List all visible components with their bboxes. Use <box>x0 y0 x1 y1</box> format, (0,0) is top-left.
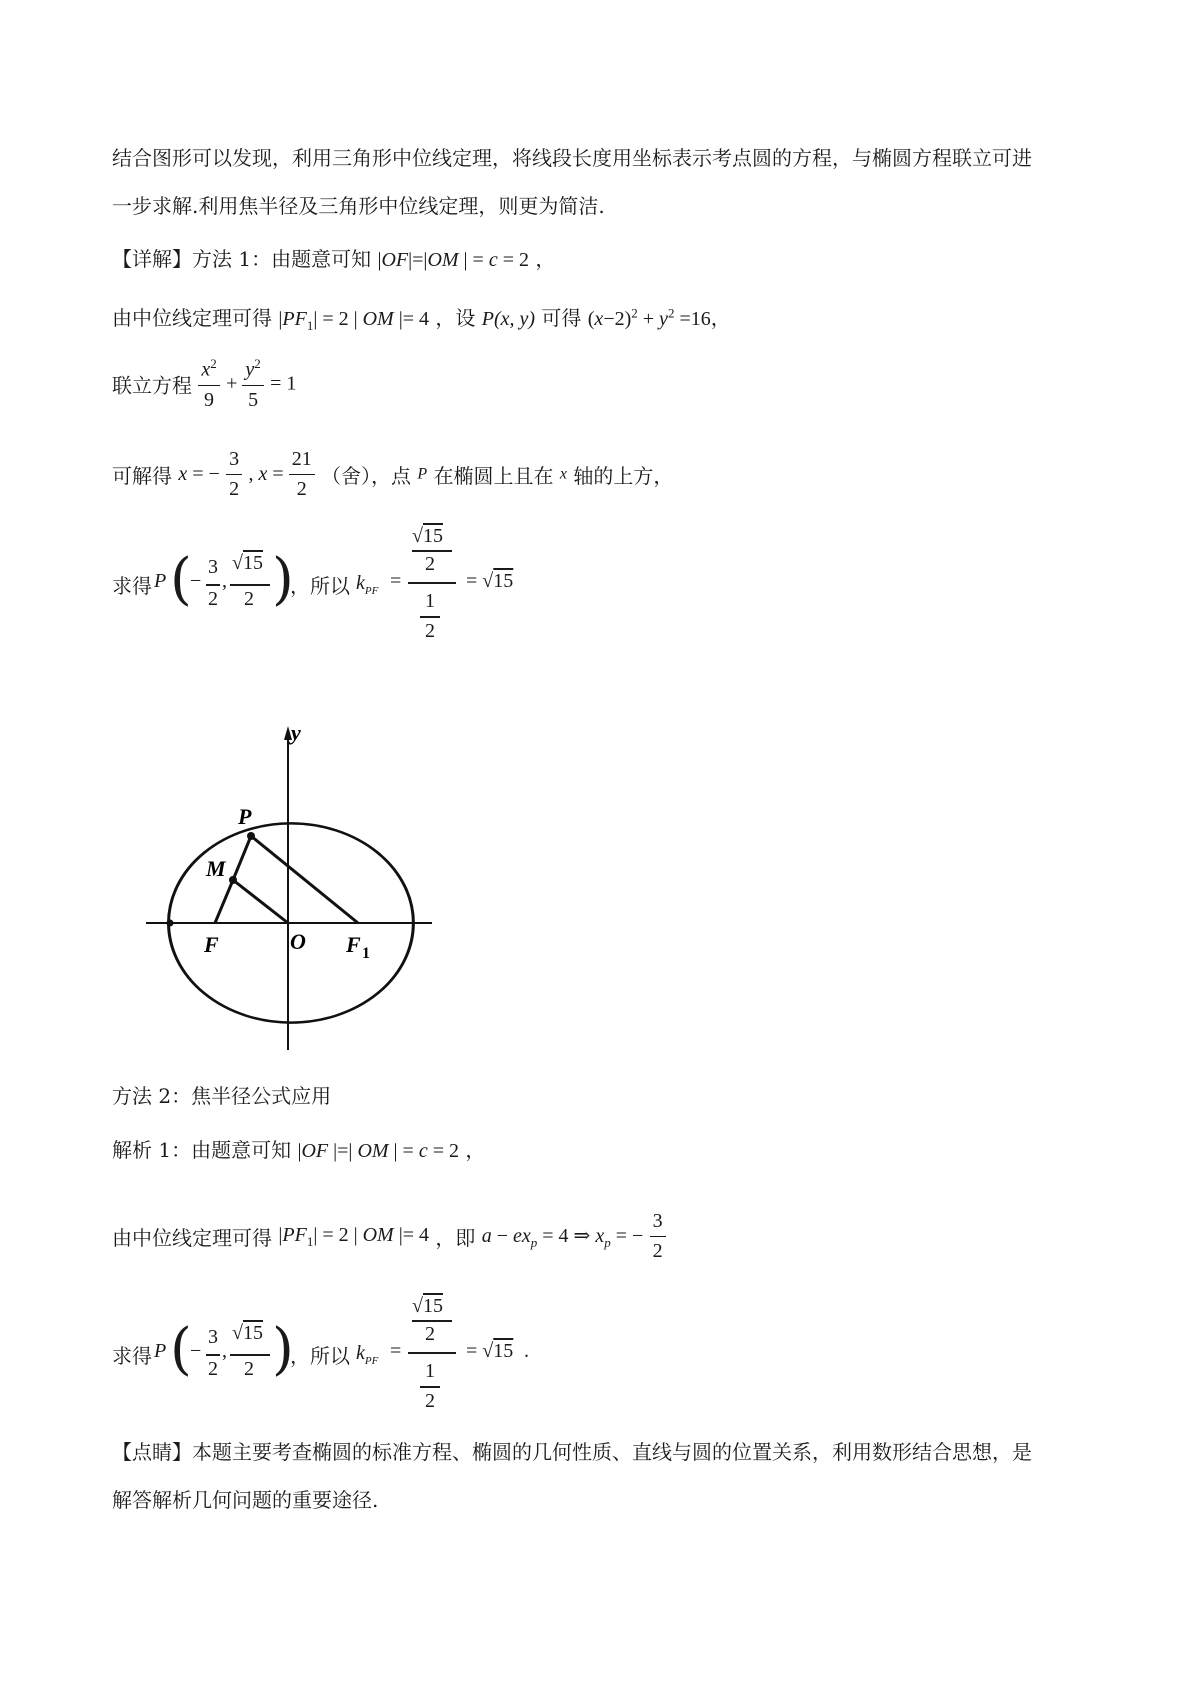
label-o: O <box>290 929 306 954</box>
segment-mp <box>233 836 251 880</box>
line2-mid-2: ，即 <box>435 1226 476 1250</box>
point-p-dot <box>247 832 255 840</box>
point-p-coord: P(x, y) <box>481 308 536 330</box>
line3-mid-2: ，所以 <box>290 1344 350 1368</box>
method2-heading: 方法 2：焦半径公式应用 <box>112 1084 332 1108</box>
comma: ， <box>535 247 556 271</box>
line2-mid: ，设 <box>435 306 476 330</box>
method2-line-3: 求得 P ( − 3 2 , √15 2 ) ，所以 $k_{PF}$ = √15 2 1 2 = √15 . <box>112 1295 529 1412</box>
line5-mid: ，所以 <box>290 574 350 598</box>
line4-suffix-3: 轴的上方， <box>573 464 674 488</box>
label-m: M <box>206 856 226 881</box>
line2-prefix-2: 由中位线定理可得 <box>112 1226 272 1250</box>
segment-pf1 <box>251 836 358 923</box>
method1-line-3: 联立方程 $\frac{x^2}{9}$ + $\frac{y^2}{5}$ = 1 <box>112 356 297 411</box>
five: 5 <box>248 388 259 411</box>
y-axis-label: y <box>291 720 301 745</box>
line5-prefix: 求得 <box>112 574 152 598</box>
method1-line-5: 求得 P ( − 3 2 , √15 2 ) ，所以 $k_{PF}$ = √15 2 1 2 = √15 <box>112 525 514 642</box>
analysis-prefix: 解析 1：由题意可知 <box>112 1138 292 1162</box>
line4-x: x <box>559 465 568 483</box>
method2-line-2: 由中位线定理可得 $|PF_1| = 2$ | OM |= 4 ，即 $a - ex_p = 4$ ⇒ $x_p$ = − $\frac{3}{2}$ <box>112 1210 666 1263</box>
line4-prefix: 可解得 <box>112 464 172 488</box>
line2-prefix: 由中位线定理可得 <box>112 306 272 330</box>
comma-2: ， <box>465 1138 486 1162</box>
method2-line-1: 解析 1：由题意可知 |OF |=| OM | = c = 2 ， <box>112 1138 486 1162</box>
segment-mo <box>233 880 288 923</box>
method1-heading: 【详解】方法 1：由题意可知 <box>112 247 372 271</box>
line3-prefix-2: 求得 <box>112 1344 152 1368</box>
label-f1-subscript: 1 <box>362 945 370 962</box>
line4-suffix-2: 在椭圆上且在 <box>433 464 554 488</box>
period: . <box>524 1340 529 1362</box>
ellipse-figure <box>140 720 480 1055</box>
line3-prefix: 联立方程 <box>112 373 192 398</box>
label-p: P <box>238 804 252 829</box>
comment-line-1: 【点睛】本题主要考查椭圆的标准方程、椭圆的几何性质、直线与圆的位置关系，利用数形结合思想，是 <box>112 1440 1032 1464</box>
segment-fm <box>215 880 233 923</box>
label-f: F <box>204 932 219 957</box>
nine: 9 <box>204 388 215 411</box>
intro-line-2: 一步求解.利用焦半径及三角形中位线定理，则更为简洁. <box>112 194 605 218</box>
left-vertex-point <box>167 920 174 927</box>
line4-suffix-1: （舍），点 <box>321 464 412 488</box>
point-m-dot <box>229 876 237 884</box>
intro-line-1: 结合图形可以发现，利用三角形中位线定理，将线段长度用坐标表示考点圆的方程，与椭圆方程联立可进 <box>112 146 1032 170</box>
line4-p: P <box>417 465 428 483</box>
twentyone: 21 <box>289 448 315 475</box>
line2-get: 可得 <box>541 306 582 330</box>
comment-line-2: 解答解析几何问题的重要途径. <box>112 1488 379 1512</box>
method1-line-2: 由中位线定理可得 $|PF_1| = 2$ | OM |= 4 ，设 P(x, y) 可得 $(x-2)^2 + y^2 =16$， <box>112 305 731 333</box>
label-f1: F <box>346 932 361 957</box>
method1-line-4: 可解得 x = − $\frac{3}{2}$ , x = $\frac{21}{2}$ （舍），点 P 在椭圆上且在 x 轴的上方， <box>112 448 674 500</box>
method1-line-1: 【详解】方法 1：由题意可知 |OF|=|OM | = c = 2 ， <box>112 247 556 271</box>
